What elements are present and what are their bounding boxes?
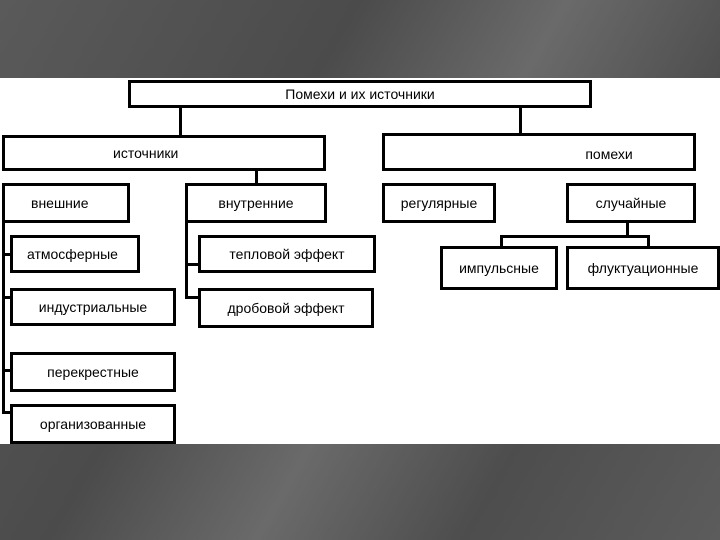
interference-node xyxy=(382,133,696,171)
external-item-label: организованные xyxy=(39,416,147,432)
random-item-impulse xyxy=(440,246,558,290)
random-item-label: флуктуационные xyxy=(587,260,699,276)
random-node-label: случайные xyxy=(595,195,667,211)
internal-item-label: тепловой эффект xyxy=(229,246,345,262)
external-item-label: атмосферные xyxy=(27,246,118,262)
connector-root-to-sources xyxy=(179,105,182,137)
connector-internal-item-2 xyxy=(185,296,199,299)
internal-item-thermal xyxy=(198,235,376,273)
root-node xyxy=(128,80,592,108)
connector-root-to-interference xyxy=(519,105,522,135)
interference-node-label: помехи xyxy=(585,146,633,162)
internal-item-label: дробовой эффект xyxy=(227,300,345,316)
connector-sources-to-internal xyxy=(255,169,258,183)
connector-internal-item-1 xyxy=(185,263,199,266)
diagram-canvas xyxy=(0,78,720,444)
connector-random-item-2 xyxy=(647,235,650,246)
external-item-atmospheric xyxy=(10,235,140,273)
internal-item-shot xyxy=(198,288,374,328)
external-item-crosstalk xyxy=(10,352,176,392)
external-item-label: перекрестные xyxy=(47,364,139,380)
external-item-industrial xyxy=(10,288,176,326)
external-item-label: индустриальные xyxy=(38,299,148,315)
internal-node-label: внутренние xyxy=(218,195,294,211)
external-item-organized xyxy=(10,404,176,444)
regular-node xyxy=(382,183,496,223)
external-node xyxy=(2,183,130,223)
sources-node xyxy=(2,135,326,171)
connector-random-bar xyxy=(500,235,650,238)
random-item-label: импульсные xyxy=(459,260,539,276)
internal-node xyxy=(185,183,327,223)
connector-random-item-1 xyxy=(500,235,503,246)
random-node xyxy=(566,183,696,223)
regular-node-label: регулярные xyxy=(400,195,478,211)
external-node-label: внешние xyxy=(31,195,89,211)
random-item-fluctuation xyxy=(566,246,720,290)
connector-internal-trunk xyxy=(185,222,188,299)
connector-external-trunk xyxy=(2,222,5,414)
root-node-label: Помехи и их источники xyxy=(285,86,435,102)
sources-node-label: источники xyxy=(113,145,179,161)
